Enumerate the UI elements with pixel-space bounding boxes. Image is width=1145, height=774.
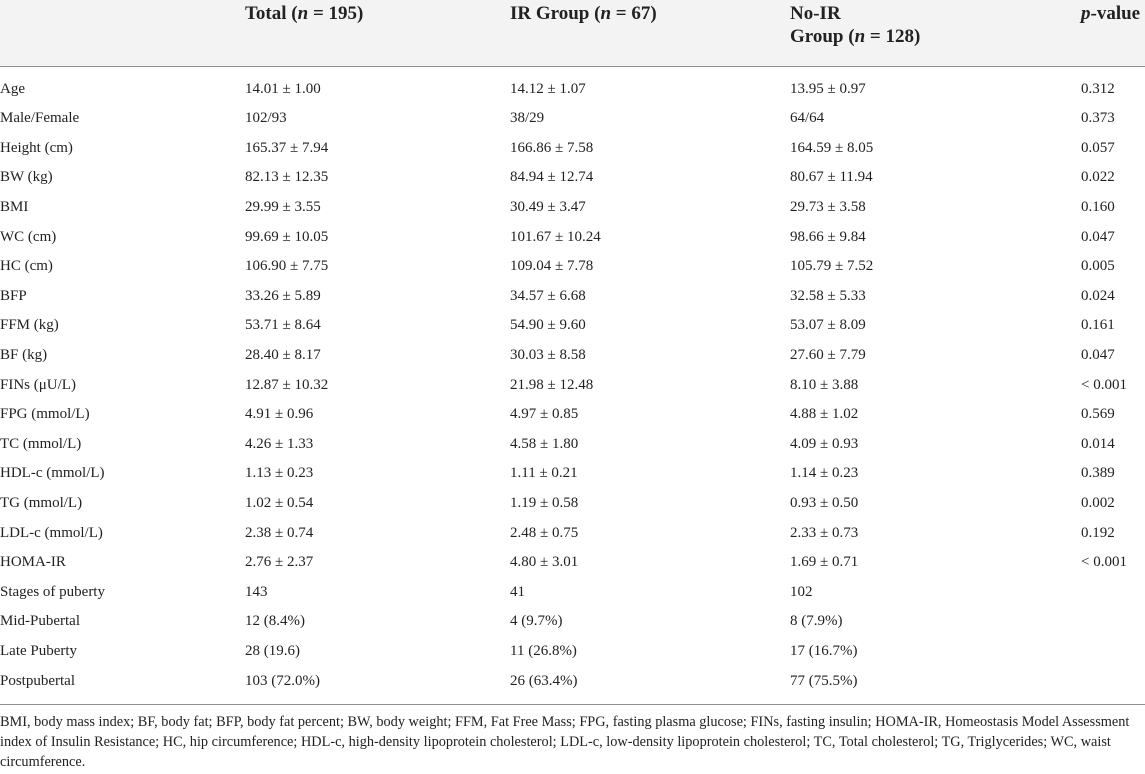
table-footnote: BMI, body mass index; BF, body fat; BFP, body fat percent; BW, body weight; FFM, Fat Free Mass; FPG, fasting plasma glucose; FINs, fasting insulin; HOMA-IR, Homeostasis Model Assessment index of Insulin Resistance; HC, hip circumference; HDL-c, high-density lipoprotein cholesterol; LDL-c, low-density lipoprotein cholesterol; TC, Total cholesterol; TG, Triglycerides; WC, waist circumference. xyxy=(0,714,1130,770)
row-label: FFM (kg) xyxy=(0,317,59,334)
ir-value: 38/29 xyxy=(510,110,545,127)
total-value: 53.71 ± 8.64 xyxy=(245,317,321,334)
row-label: Age xyxy=(0,80,25,97)
p-value: 0.192 xyxy=(1081,524,1115,541)
row-label: BW (kg) xyxy=(0,169,53,186)
row-label: HOMA-IR xyxy=(0,554,66,571)
ir-value: 166.86 ± 7.58 xyxy=(510,139,594,156)
total-value: 103 (72.0%) xyxy=(245,672,320,689)
no-ir-value: 53.07 ± 8.09 xyxy=(790,317,866,334)
no-ir-value: 105.79 ± 7.52 xyxy=(790,258,874,275)
p-value: 0.057 xyxy=(1081,139,1115,156)
header-p-value: p-value xyxy=(1081,3,1141,24)
table-row xyxy=(0,193,1145,223)
table-row xyxy=(0,548,1145,578)
ir-value: 41 xyxy=(510,583,525,600)
header-ir-group: IR Group (n = 67) xyxy=(510,3,657,24)
p-value: 0.014 xyxy=(1081,435,1115,452)
table-row xyxy=(0,637,1145,667)
no-ir-value: 2.33 ± 0.73 xyxy=(790,524,859,541)
p-value: 0.022 xyxy=(1081,169,1115,186)
ir-value: 4.58 ± 1.80 xyxy=(510,435,579,452)
table-header xyxy=(0,0,1145,67)
ir-value: 101.67 ± 10.24 xyxy=(510,228,601,245)
no-ir-value: 27.60 ± 7.79 xyxy=(790,346,866,363)
table-row xyxy=(0,223,1145,253)
header-total: Total (n = 195) xyxy=(245,3,364,24)
total-value: 28.40 ± 8.17 xyxy=(245,346,321,363)
total-value: 1.13 ± 0.23 xyxy=(245,465,314,482)
no-ir-value: 164.59 ± 8.05 xyxy=(790,139,874,156)
ir-value: 30.49 ± 3.47 xyxy=(510,198,586,215)
row-label: Postpubertal xyxy=(0,672,75,689)
ir-value: 109.04 ± 7.78 xyxy=(510,258,594,275)
p-value: 0.005 xyxy=(1081,258,1115,275)
table-row xyxy=(0,311,1145,341)
p-value: 0.312 xyxy=(1081,80,1115,97)
total-value: 12.87 ± 10.32 xyxy=(245,376,329,393)
row-label: FINs (μU/L) xyxy=(0,376,76,393)
ir-value: 21.98 ± 12.48 xyxy=(510,376,594,393)
row-label: Mid-Pubertal xyxy=(0,613,80,630)
total-value: 29.99 ± 3.55 xyxy=(245,198,321,215)
total-value: 28 (19.6) xyxy=(245,642,300,659)
ir-value: 54.90 ± 9.60 xyxy=(510,317,586,334)
header-no-ir-group: No-IR Group (n = 128) xyxy=(790,3,921,47)
no-ir-value: 17 (16.7%) xyxy=(790,642,858,659)
no-ir-value: 13.95 ± 0.97 xyxy=(790,80,866,97)
table-row xyxy=(0,252,1145,282)
no-ir-value: 64/64 xyxy=(790,110,825,127)
ir-value: 30.03 ± 8.58 xyxy=(510,346,586,363)
total-value: 4.26 ± 1.33 xyxy=(245,435,314,452)
table-row xyxy=(0,607,1145,637)
p-value: 0.160 xyxy=(1081,198,1115,215)
table-row xyxy=(0,341,1145,371)
table-row xyxy=(0,459,1145,489)
table-row xyxy=(0,75,1145,105)
p-value: 0.373 xyxy=(1081,110,1115,127)
p-value: 0.047 xyxy=(1081,346,1115,363)
ir-value: 11 (26.8%) xyxy=(510,642,577,659)
row-label: BF (kg) xyxy=(0,346,48,363)
table-row xyxy=(0,282,1145,312)
total-value: 1.02 ± 0.54 xyxy=(245,494,314,511)
no-ir-value: 32.58 ± 5.33 xyxy=(790,287,866,304)
no-ir-value: 0.93 ± 0.50 xyxy=(790,494,859,511)
ir-value: 84.94 ± 12.74 xyxy=(510,169,594,186)
table-row xyxy=(0,371,1145,401)
total-value: 99.69 ± 10.05 xyxy=(245,228,329,245)
row-label: Male/Female xyxy=(0,110,80,127)
table-row xyxy=(0,667,1145,697)
table-row xyxy=(0,400,1145,430)
no-ir-value: 8.10 ± 3.88 xyxy=(790,376,859,393)
footer-rule xyxy=(0,704,1145,705)
no-ir-value: 29.73 ± 3.58 xyxy=(790,198,866,215)
row-label: BMI xyxy=(0,198,29,215)
row-label: FPG (mmol/L) xyxy=(0,406,90,423)
row-label: Stages of puberty xyxy=(0,583,105,600)
table-row xyxy=(0,519,1145,549)
no-ir-value: 4.09 ± 0.93 xyxy=(790,435,859,452)
table-row xyxy=(0,104,1145,134)
no-ir-value: 77 (75.5%) xyxy=(790,672,858,689)
ir-value: 1.11 ± 0.21 xyxy=(510,465,578,482)
total-value: 12 (8.4%) xyxy=(245,613,305,630)
no-ir-value: 1.14 ± 0.23 xyxy=(790,465,859,482)
total-value: 14.01 ± 1.00 xyxy=(245,80,321,97)
row-label: LDL-c (mmol/L) xyxy=(0,524,103,541)
total-value: 143 xyxy=(245,583,268,600)
ir-value: 26 (63.4%) xyxy=(510,672,578,689)
row-label: Height (cm) xyxy=(0,139,73,156)
row-label: TC (mmol/L) xyxy=(0,435,82,452)
table-row xyxy=(0,489,1145,519)
total-value: 82.13 ± 12.35 xyxy=(245,169,329,186)
no-ir-value: 102 xyxy=(790,583,813,600)
ir-value: 4.80 ± 3.01 xyxy=(510,554,579,571)
row-label: HDL-c (mmol/L) xyxy=(0,465,105,482)
row-label: BFP xyxy=(0,287,27,304)
ir-value: 34.57 ± 6.68 xyxy=(510,287,586,304)
no-ir-value: 1.69 ± 0.71 xyxy=(790,554,859,571)
p-value: 0.047 xyxy=(1081,228,1115,245)
p-value: 0.161 xyxy=(1081,317,1115,334)
row-label: HC (cm) xyxy=(0,258,53,275)
p-value: 0.024 xyxy=(1081,287,1115,304)
total-value: 4.91 ± 0.96 xyxy=(245,406,314,423)
no-ir-value: 80.67 ± 11.94 xyxy=(790,169,873,186)
table-row xyxy=(0,578,1145,608)
ir-value: 4 (9.7%) xyxy=(510,613,563,630)
p-value: < 0.001 xyxy=(1081,554,1127,571)
p-value: 0.569 xyxy=(1081,406,1115,423)
no-ir-value: 4.88 ± 1.02 xyxy=(790,406,859,423)
table-row xyxy=(0,163,1145,193)
total-value: 165.37 ± 7.94 xyxy=(245,139,329,156)
row-label: WC (cm) xyxy=(0,228,57,245)
table-row xyxy=(0,134,1145,164)
no-ir-value: 8 (7.9%) xyxy=(790,613,843,630)
ir-value: 14.12 ± 1.07 xyxy=(510,80,586,97)
row-label: TG (mmol/L) xyxy=(0,494,83,511)
p-value: 0.002 xyxy=(1081,494,1115,511)
p-value: < 0.001 xyxy=(1081,376,1127,393)
total-value: 102/93 xyxy=(245,110,287,127)
table-row xyxy=(0,430,1145,460)
total-value: 33.26 ± 5.89 xyxy=(245,287,321,304)
p-value: 0.389 xyxy=(1081,465,1115,482)
no-ir-value: 98.66 ± 9.84 xyxy=(790,228,866,245)
total-value: 2.76 ± 2.37 xyxy=(245,554,314,571)
row-label: Late Puberty xyxy=(0,642,78,659)
ir-value: 2.48 ± 0.75 xyxy=(510,524,579,541)
total-value: 106.90 ± 7.75 xyxy=(245,258,329,275)
total-value: 2.38 ± 0.74 xyxy=(245,524,314,541)
ir-value: 1.19 ± 0.58 xyxy=(510,494,579,511)
ir-value: 4.97 ± 0.85 xyxy=(510,406,579,423)
